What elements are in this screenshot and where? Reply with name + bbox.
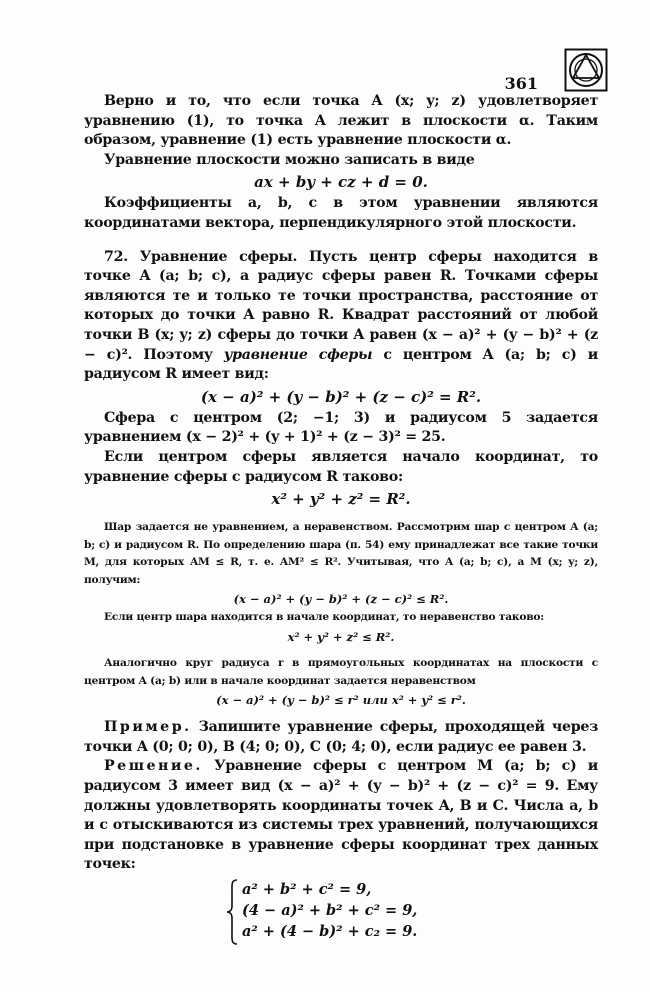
formula-plane: ax + by + cz + d = 0. <box>254 173 428 192</box>
page-header <box>84 60 598 92</box>
example-paragraph <box>84 718 598 757</box>
section-72 <box>84 248 598 385</box>
section-72-title: 72. Уравнение сферы. <box>104 248 298 265</box>
small-circle-note: Аналогично круг радиуса r в прямоугольных координатах на плоскости с центром A (a; b) или в начале координат задается неравенством <box>84 657 598 687</box>
page-number: 361 <box>504 74 538 93</box>
solution-paragraph <box>84 757 598 875</box>
section-72-term: уравнение сферы <box>223 346 373 363</box>
system-equation-1: a² + b² + c² = 9, <box>242 881 372 898</box>
small-ball-origin: Если центр шара находится в начале координат, то неравенство таково: <box>104 611 544 624</box>
small-ball-definition: Шар задается не уравнением, а неравенством. Рассмотрим шар с центром A (a; b; c) и радиусом R. По определению шара (п. 54) ему принадлежат все такие точки M, для которых AM ≤ R, т. е. AM² ≤ R². Учитывая, что A (a; b; c), а M (x; y; z), получим: <box>84 521 598 586</box>
paragraph-plane-equation: Верно и то, что если точка A (x; y; z) удовлетворяет уравнению (1), то точка A лежит в плоскости α. Таким образом, уравнение (1) есть уравнение плоскости α. <box>84 93 598 149</box>
example-text: Запишите уравнение сферы, проходящей через точки A (0; 0; 0), B (4; 0; 0), C (0; 4; 0), если радиус ее равен 3. <box>84 719 598 755</box>
left-brace-icon <box>226 879 238 945</box>
equation-system <box>226 879 598 942</box>
section-72-text-a: Пусть центр сферы находится в точке A (a; b; c), а радиус сферы равен R. Точками сферы являются те и только те точки пространства, расстояние от которых до точки A равно R. Квадрат расстояний от любой точки B (x; y; z) сферы до точки A равен (x − a)² + (y − b)² + (z − c)². Поэтому <box>84 248 598 363</box>
textbook-page <box>84 60 598 942</box>
example-label: Пример. <box>104 719 192 736</box>
formula-ball: (x − a)² + (y − b)² + (z − c)² ≤ R². <box>233 592 449 607</box>
triangle-in-circle-logo-icon <box>564 48 608 92</box>
formula-origin-sphere: x² + y² + z² = R². <box>271 490 411 509</box>
formula-circle: (x − a)² + (y − b)² ≤ r² или x² + y² ≤ r². <box>216 693 466 708</box>
paragraph-origin-sphere: Если центром сферы является начало координат, то уравнение сферы с радиусом R таково: <box>84 448 598 485</box>
paragraph-plane-form: Уравнение плоскости можно записать в виде <box>104 151 475 168</box>
formula-ball-origin: x² + y² + z² ≤ R². <box>287 630 395 645</box>
formula-sphere: (x − a)² + (y − b)² + (z − c)² = R². <box>200 387 482 406</box>
paragraph-coefficients: Коэффициенты a, b, c в этом уравнении являются координатами вектора, перпендикулярного этой плоскости. <box>84 195 598 231</box>
system-equation-3: a² + (4 − b)² + c₂ = 9. <box>242 923 418 940</box>
system-equation-2: (4 − a)² + b² + c² = 9, <box>242 902 418 919</box>
paragraph-sphere-example: Сфера с центром (2; −1; 3) и радиусом 5 задается уравнением (x − 2)² + (y + 1)² + (z − 3)² = 25. <box>84 409 598 446</box>
solution-label: Решение. <box>104 758 203 775</box>
section-72-text-b: с центром A (a; b; c) и радиусом R имеет вид: <box>84 346 598 383</box>
solution-text: Уравнение сферы с центром M (a; b; c) и радиусом 3 имеет вид (x − a)² + (y − b)² + (z − c)² = 9. Ему должны удовлетворять координаты точек A, B и C. Числа a, b и c отыскиваются из системы трех уравнений, получающихся при подстановке в уравнение сферы координат трех данных точек: <box>84 758 598 873</box>
